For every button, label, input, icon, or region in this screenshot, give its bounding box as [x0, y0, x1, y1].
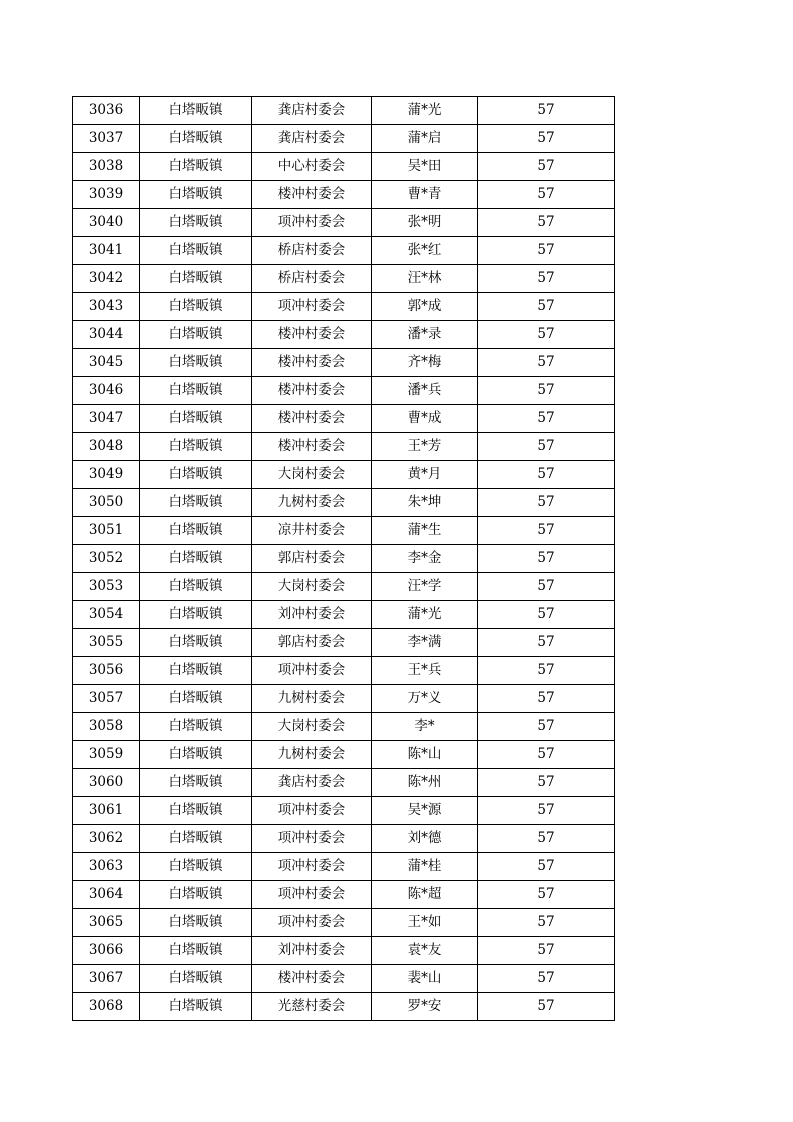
cell-village-committee: 中心村委会: [252, 153, 372, 181]
cell-name: 潘*录: [372, 321, 478, 349]
table-row: [73, 97, 615, 125]
cell-amount: 57: [478, 349, 615, 377]
cell-town: 白塔畈镇: [140, 937, 252, 965]
cell-serial-number: 3046: [73, 377, 140, 405]
table-row: [73, 209, 615, 237]
cell-town: 白塔畈镇: [140, 153, 252, 181]
cell-name: 汪*林: [372, 265, 478, 293]
cell-name: 李*金: [372, 545, 478, 573]
cell-village-committee: 九树村委会: [252, 741, 372, 769]
cell-name: 裴*山: [372, 965, 478, 993]
data-table: [72, 96, 615, 1021]
cell-name: 汪*学: [372, 573, 478, 601]
cell-town: 白塔畈镇: [140, 629, 252, 657]
cell-name: 王*兵: [372, 657, 478, 685]
cell-town: 白塔畈镇: [140, 601, 252, 629]
cell-serial-number: 3056: [73, 657, 140, 685]
cell-village-committee: 刘冲村委会: [252, 601, 372, 629]
cell-name: 黄*月: [372, 461, 478, 489]
table-row: [73, 265, 615, 293]
cell-amount: 57: [478, 601, 615, 629]
table-row: [73, 993, 615, 1021]
cell-name: 刘*德: [372, 825, 478, 853]
table-row: [73, 965, 615, 993]
cell-village-committee: 项冲村委会: [252, 209, 372, 237]
cell-town: 白塔畈镇: [140, 853, 252, 881]
cell-town: 白塔畈镇: [140, 881, 252, 909]
cell-town: 白塔畈镇: [140, 125, 252, 153]
cell-town: 白塔畈镇: [140, 993, 252, 1021]
cell-serial-number: 3054: [73, 601, 140, 629]
cell-village-committee: 楼冲村委会: [252, 405, 372, 433]
cell-town: 白塔畈镇: [140, 377, 252, 405]
cell-serial-number: 3066: [73, 937, 140, 965]
cell-town: 白塔畈镇: [140, 545, 252, 573]
table-row: [73, 461, 615, 489]
cell-amount: 57: [478, 909, 615, 937]
cell-town: 白塔畈镇: [140, 965, 252, 993]
cell-serial-number: 3064: [73, 881, 140, 909]
cell-village-committee: 龚店村委会: [252, 769, 372, 797]
cell-village-committee: 项冲村委会: [252, 881, 372, 909]
table-row: [73, 349, 615, 377]
cell-village-committee: 楼冲村委会: [252, 349, 372, 377]
cell-name: 万*义: [372, 685, 478, 713]
cell-amount: 57: [478, 657, 615, 685]
cell-serial-number: 3051: [73, 517, 140, 545]
cell-name: 郭*成: [372, 293, 478, 321]
cell-town: 白塔畈镇: [140, 909, 252, 937]
cell-amount: 57: [478, 517, 615, 545]
cell-village-committee: 大岗村委会: [252, 713, 372, 741]
cell-name: 蒲*启: [372, 125, 478, 153]
cell-village-committee: 桥店村委会: [252, 265, 372, 293]
cell-name: 曹*青: [372, 181, 478, 209]
table-row: [73, 433, 615, 461]
cell-amount: 57: [478, 489, 615, 517]
cell-name: 曹*成: [372, 405, 478, 433]
cell-amount: 57: [478, 97, 615, 125]
table-row: [73, 125, 615, 153]
cell-town: 白塔畈镇: [140, 825, 252, 853]
table-row: [73, 881, 615, 909]
table-row: [73, 545, 615, 573]
cell-serial-number: 3043: [73, 293, 140, 321]
cell-serial-number: 3057: [73, 685, 140, 713]
cell-serial-number: 3052: [73, 545, 140, 573]
cell-serial-number: 3038: [73, 153, 140, 181]
cell-town: 白塔畈镇: [140, 265, 252, 293]
cell-town: 白塔畈镇: [140, 237, 252, 265]
cell-serial-number: 3055: [73, 629, 140, 657]
cell-name: 潘*兵: [372, 377, 478, 405]
cell-town: 白塔畈镇: [140, 433, 252, 461]
cell-village-committee: 项冲村委会: [252, 293, 372, 321]
cell-village-committee: 刘冲村委会: [252, 937, 372, 965]
table-row: [73, 293, 615, 321]
cell-name: 蒲*光: [372, 97, 478, 125]
cell-serial-number: 3062: [73, 825, 140, 853]
cell-amount: 57: [478, 825, 615, 853]
cell-amount: 57: [478, 685, 615, 713]
table-row: [73, 657, 615, 685]
cell-town: 白塔畈镇: [140, 797, 252, 825]
cell-amount: 57: [478, 993, 615, 1021]
cell-village-committee: 楼冲村委会: [252, 433, 372, 461]
cell-town: 白塔畈镇: [140, 769, 252, 797]
table-row: [73, 685, 615, 713]
cell-name: 朱*坤: [372, 489, 478, 517]
cell-village-committee: 项冲村委会: [252, 797, 372, 825]
cell-village-committee: 光慈村委会: [252, 993, 372, 1021]
table-row: [73, 909, 615, 937]
cell-serial-number: 3036: [73, 97, 140, 125]
cell-amount: 57: [478, 545, 615, 573]
cell-village-committee: 项冲村委会: [252, 825, 372, 853]
cell-amount: 57: [478, 153, 615, 181]
cell-town: 白塔畈镇: [140, 741, 252, 769]
cell-name: 蒲*桂: [372, 853, 478, 881]
table-row: [73, 377, 615, 405]
cell-name: 罗*安: [372, 993, 478, 1021]
cell-town: 白塔畈镇: [140, 349, 252, 377]
cell-name: 陈*山: [372, 741, 478, 769]
cell-serial-number: 3040: [73, 209, 140, 237]
cell-amount: 57: [478, 965, 615, 993]
cell-village-committee: 项冲村委会: [252, 909, 372, 937]
cell-amount: 57: [478, 573, 615, 601]
table-row: [73, 181, 615, 209]
table-row: [73, 573, 615, 601]
cell-village-committee: 郭店村委会: [252, 629, 372, 657]
cell-amount: 57: [478, 181, 615, 209]
table-row: [73, 741, 615, 769]
cell-amount: 57: [478, 797, 615, 825]
cell-town: 白塔畈镇: [140, 293, 252, 321]
cell-village-committee: 大岗村委会: [252, 573, 372, 601]
cell-name: 李*满: [372, 629, 478, 657]
cell-serial-number: 3039: [73, 181, 140, 209]
cell-village-committee: 楼冲村委会: [252, 965, 372, 993]
table-row: [73, 153, 615, 181]
table-row: [73, 937, 615, 965]
cell-amount: 57: [478, 853, 615, 881]
cell-town: 白塔畈镇: [140, 489, 252, 517]
cell-name: 李*: [372, 713, 478, 741]
cell-amount: 57: [478, 209, 615, 237]
cell-town: 白塔畈镇: [140, 685, 252, 713]
cell-amount: 57: [478, 713, 615, 741]
cell-name: 王*芳: [372, 433, 478, 461]
cell-amount: 57: [478, 265, 615, 293]
table-row: [73, 713, 615, 741]
cell-village-committee: 龚店村委会: [252, 97, 372, 125]
cell-amount: 57: [478, 769, 615, 797]
cell-serial-number: 3049: [73, 461, 140, 489]
cell-name: 陈*州: [372, 769, 478, 797]
cell-amount: 57: [478, 125, 615, 153]
table-row: [73, 321, 615, 349]
cell-village-committee: 楼冲村委会: [252, 377, 372, 405]
cell-name: 蒲*光: [372, 601, 478, 629]
table-row: [73, 769, 615, 797]
table-row: [73, 237, 615, 265]
cell-name: 张*红: [372, 237, 478, 265]
cell-serial-number: 3044: [73, 321, 140, 349]
cell-name: 蒲*生: [372, 517, 478, 545]
cell-village-committee: 大岗村委会: [252, 461, 372, 489]
cell-serial-number: 3053: [73, 573, 140, 601]
cell-serial-number: 3045: [73, 349, 140, 377]
cell-town: 白塔畈镇: [140, 657, 252, 685]
cell-name: 吴*田: [372, 153, 478, 181]
cell-serial-number: 3042: [73, 265, 140, 293]
cell-town: 白塔畈镇: [140, 573, 252, 601]
cell-serial-number: 3048: [73, 433, 140, 461]
cell-serial-number: 3041: [73, 237, 140, 265]
cell-town: 白塔畈镇: [140, 97, 252, 125]
cell-village-committee: 项冲村委会: [252, 853, 372, 881]
cell-amount: 57: [478, 405, 615, 433]
table-row: [73, 405, 615, 433]
cell-village-committee: 楼冲村委会: [252, 181, 372, 209]
cell-village-committee: 郭店村委会: [252, 545, 372, 573]
cell-serial-number: 3068: [73, 993, 140, 1021]
table-row: [73, 825, 615, 853]
cell-serial-number: 3059: [73, 741, 140, 769]
cell-village-committee: 九树村委会: [252, 685, 372, 713]
cell-village-committee: 桥店村委会: [252, 237, 372, 265]
table-row: [73, 517, 615, 545]
cell-village-committee: 龚店村委会: [252, 125, 372, 153]
cell-amount: 57: [478, 433, 615, 461]
cell-village-committee: 九树村委会: [252, 489, 372, 517]
cell-village-committee: 楼冲村委会: [252, 321, 372, 349]
cell-serial-number: 3058: [73, 713, 140, 741]
cell-name: 吴*源: [372, 797, 478, 825]
cell-serial-number: 3063: [73, 853, 140, 881]
cell-serial-number: 3060: [73, 769, 140, 797]
table-row: [73, 629, 615, 657]
cell-amount: 57: [478, 237, 615, 265]
cell-town: 白塔畈镇: [140, 321, 252, 349]
cell-town: 白塔畈镇: [140, 405, 252, 433]
cell-amount: 57: [478, 937, 615, 965]
cell-town: 白塔畈镇: [140, 713, 252, 741]
cell-serial-number: 3061: [73, 797, 140, 825]
cell-town: 白塔畈镇: [140, 181, 252, 209]
table-body: [73, 97, 615, 1021]
cell-amount: 57: [478, 881, 615, 909]
cell-town: 白塔畈镇: [140, 517, 252, 545]
cell-town: 白塔畈镇: [140, 209, 252, 237]
cell-name: 张*明: [372, 209, 478, 237]
cell-name: 齐*梅: [372, 349, 478, 377]
table-row: [73, 601, 615, 629]
cell-serial-number: 3037: [73, 125, 140, 153]
cell-amount: 57: [478, 461, 615, 489]
cell-amount: 57: [478, 321, 615, 349]
cell-name: 袁*友: [372, 937, 478, 965]
cell-serial-number: 3065: [73, 909, 140, 937]
cell-amount: 57: [478, 741, 615, 769]
cell-amount: 57: [478, 377, 615, 405]
cell-town: 白塔畈镇: [140, 461, 252, 489]
cell-serial-number: 3050: [73, 489, 140, 517]
cell-village-committee: 项冲村委会: [252, 657, 372, 685]
cell-name: 王*如: [372, 909, 478, 937]
cell-amount: 57: [478, 629, 615, 657]
table-row: [73, 797, 615, 825]
cell-serial-number: 3067: [73, 965, 140, 993]
cell-name: 陈*超: [372, 881, 478, 909]
cell-serial-number: 3047: [73, 405, 140, 433]
cell-amount: 57: [478, 293, 615, 321]
cell-village-committee: 凉井村委会: [252, 517, 372, 545]
table-row: [73, 853, 615, 881]
table-row: [73, 489, 615, 517]
